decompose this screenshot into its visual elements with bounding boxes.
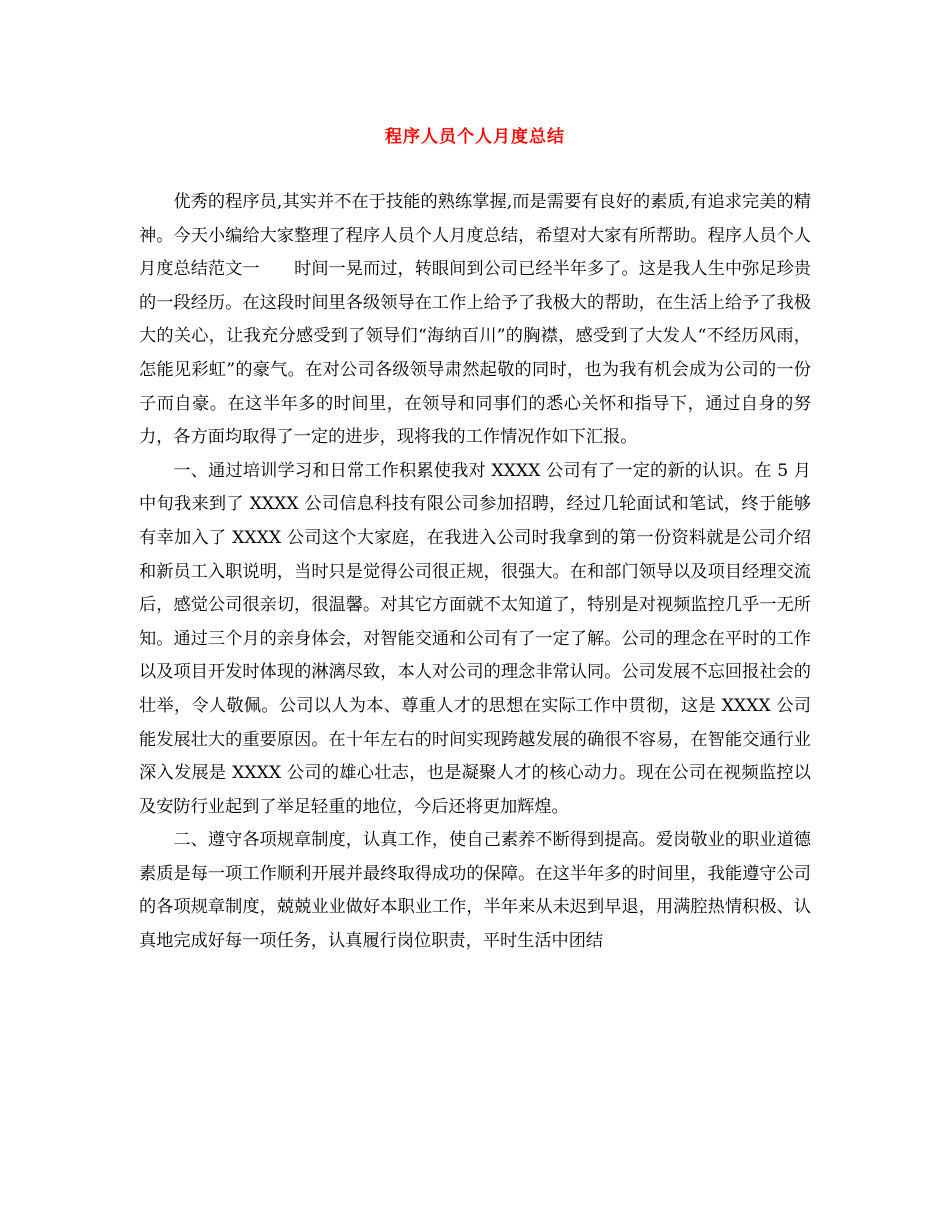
paragraph-intro: 优秀的程序员,其实并不在于技能的熟练掌握,而是需要有良好的素质,有追求完美的精神。今天小编给大家整理了程序人员个人月度总结，希望对大家有所帮助。程序人员个人月度总结范文一 时间一晃而过，转眼间到公司已经半年多了。这是我人生中弥足珍贵的一段经历。在这段时间里各级领导在工作上给予了我极大的帮助，在生活上给予了我极大的关心，让我充分感受到了领导们“海纳百川”的胸襟，感受到了大发人“不经历风雨，怎能见彩虹”的豪气。在对公司各级领导肃然起敬的同时，也为我有机会成为公司的一份子而自豪。在这半年多的时间里，在领导和同事们的悉心关怀和指导下，通过自身的努力，各方面均取得了一定的进步，现将我的工作情况作如下汇报。 — [139, 192, 811, 448]
paragraph-section-two: 二、遵守各项规章制度，认真工作，使自己素养不断得到提高。爱岗敬业的职业道德素质是每一项工作顺利开展并最终取得成功的保障。在这半年多的时间里，我能遵守公司的各项规章制度，兢兢业业做好本职业工作，半年来从未迟到早退，用满腔热情积极、认真地完成好每一项任务，认真履行岗位职责，平时生活中团结 — [139, 830, 811, 952]
document-title: 程序人员个人月度总结 — [385, 127, 565, 147]
document-body — [139, 186, 811, 959]
paragraph-section-one: 一、通过培训学习和日常工作积累使我对 XXXX 公司有了一定的新的认识。在 5 月中旬我来到了 XXXX 公司信息科技有限公司参加招聘，经过几轮面试和笔试，终于能够有幸加入了 XXXX 公司这个大家庭，在我进入公司时我拿到的第一份资料就是公司介绍和新员工入职说明，当时只是觉得公司很正规，很强大。在和部门领导以及项目经理交流后，感觉公司很亲切，很温馨。对其它方面就不太知道了，特别是对视频监控几乎一无所知。通过三个月的亲身体会，对智能交通和公司有了一定了解。公司的理念在平时的工作以及项目开发时体现的淋漓尽致，本人对公司的理念非常认同。公司发展不忘回报社会的壮举，令人敬佩。公司以人为本、尊重人才的思想在实际工作中贯彻，这是 XXXX 公司能发展壮大的重要原因。在十年左右的时间实现跨越发展的确很不容易，在智能交通行业深入发展是 XXXX 公司的雄心壮志，也是凝聚人才的核心动力。现在公司在视频监控以及安防行业起到了举足轻重的地位，今后还将更加辉煌。 — [139, 460, 811, 817]
